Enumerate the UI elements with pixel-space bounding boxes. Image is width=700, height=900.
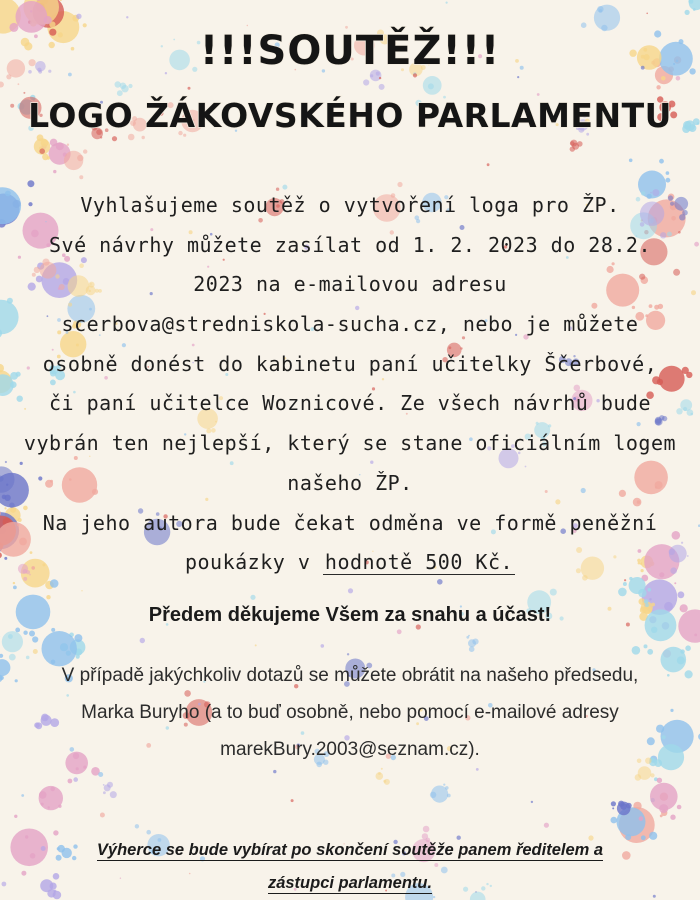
announcement-line: Na jeho autora bude čekat odměna ve formě peněžní <box>42 510 658 535</box>
announcement-line: či paní učitelce Woznicové. Ze všech návrhů bude <box>49 391 651 416</box>
poster-subtitle: LOGO ŽÁKOVSKÉHO PARLAMENTU <box>28 96 672 135</box>
contact-line: Marka Buryho (a to buď osobně, nebo pomocí e-mailové adresy <box>81 702 619 723</box>
announcement-line: osobně donést do kabinetu paní učitelky Ščerbové, <box>42 351 658 376</box>
winner-line: zástupci parlamentu. <box>267 874 433 892</box>
contact-line <box>0 731 700 768</box>
thanks-text: Předem děkujeme Všem za snahu a účast! <box>148 604 552 626</box>
announcement-line: 2023 na e-mailovou adresu <box>193 272 507 297</box>
reward-line <box>0 543 700 583</box>
contact-email-link[interactable]: marekBury.2003@seznam.cz). <box>220 739 480 760</box>
contact-info <box>0 657 700 768</box>
winner-note <box>0 834 700 900</box>
announcement-text <box>0 186 700 583</box>
announcement-line: vybrán ten nejlepší, který se stane oficiálním logem <box>23 431 677 456</box>
reward-prefix: poukázky v <box>184 550 311 575</box>
announcement-line: Své návrhy můžete zasílat od 1. 2. 2023 do 28.2. <box>49 232 651 257</box>
announcement-line: našeho ŽP. <box>287 470 413 495</box>
announcement-line: Vyhlašujeme soutěž o vytvoření loga pro ŽP. <box>80 193 620 217</box>
contact-line: V případě jakýchkoliv dotazů se můžete obrátit na našeho předsedu, <box>61 665 639 686</box>
winner-line: Výherce se bude vybírat po skončení soutěže panem ředitelem a <box>96 841 604 859</box>
poster-title: !!!SOUTĚŽ!!! <box>199 28 501 74</box>
reward-amount: hodnotě 500 Kč. <box>324 550 514 575</box>
announcement-line: scerbova@stredniskola-sucha.cz, nebo je můžete <box>61 312 639 337</box>
